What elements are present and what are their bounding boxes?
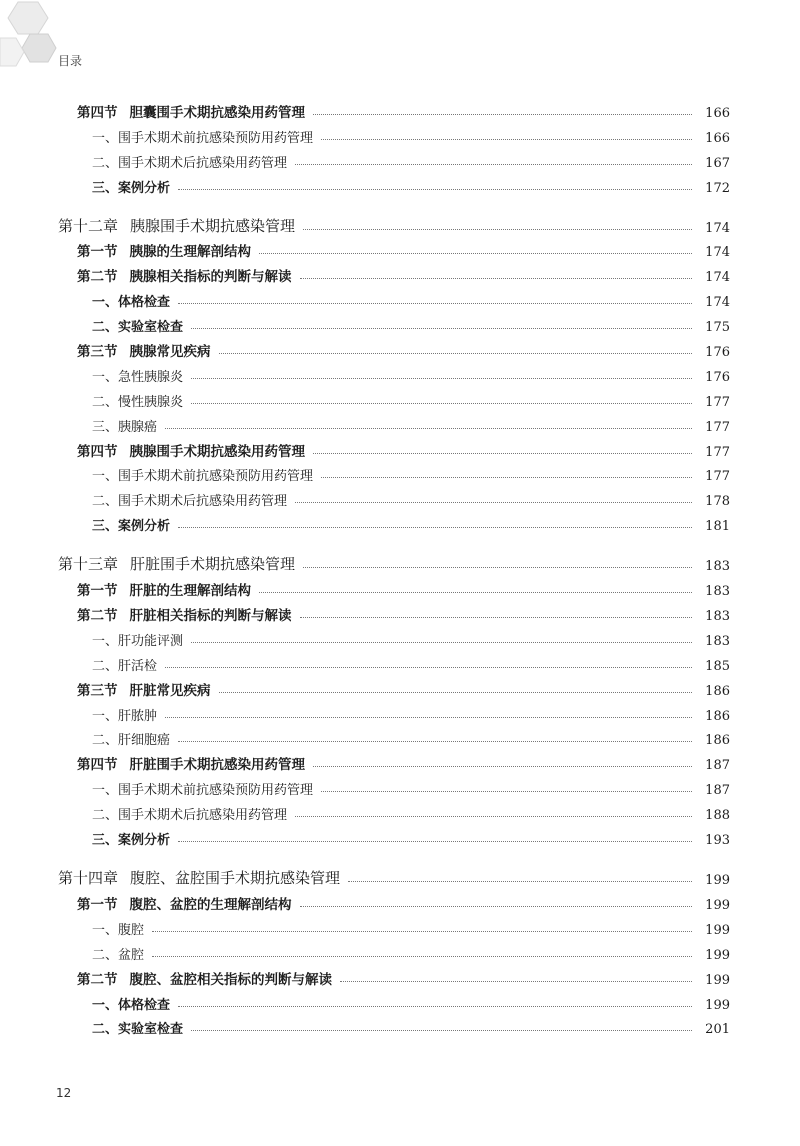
toc-item-row[interactable] <box>0 1013 800 1038</box>
toc-item-row[interactable] <box>0 509 800 534</box>
toc-entry-number: 第二节 <box>77 971 118 988</box>
toc-entry-number: 第一节 <box>77 896 118 913</box>
toc-entry-text: 胰腺的生理解剖结构 <box>129 244 251 261</box>
dot-leader <box>178 1006 692 1007</box>
toc-entry-title <box>92 177 170 196</box>
toc-entry-text: 一、围手术期术前抗感染预防用药管理 <box>92 469 314 485</box>
toc-entry-text: 三、案例分析 <box>92 519 171 535</box>
toc-item-row[interactable] <box>0 624 800 649</box>
toc-page-number: 183 <box>705 633 730 649</box>
toc-item-row[interactable] <box>0 724 800 749</box>
toc-entry-text: 二、围手术期术后抗感染用药管理 <box>92 494 288 510</box>
toc-section-row[interactable] <box>0 599 800 624</box>
dot-leader <box>313 453 692 454</box>
toc-page-number: 199 <box>705 922 730 938</box>
toc-entry-text: 一、腹腔 <box>92 922 145 938</box>
toc-section-row[interactable] <box>0 674 800 699</box>
toc-entry-title <box>77 604 292 624</box>
toc-page-number: 186 <box>705 733 730 749</box>
toc-page-number: 167 <box>705 155 730 171</box>
dot-leader <box>300 278 693 279</box>
toc-item-row[interactable] <box>0 285 800 310</box>
dot-leader <box>191 1030 692 1031</box>
toc-entry-title <box>77 679 211 699</box>
toc-item-row[interactable] <box>0 385 800 410</box>
dot-leader <box>295 164 692 165</box>
toc-entry-text: 一、体格检查 <box>92 997 171 1013</box>
toc-page-number: 188 <box>705 808 730 824</box>
toc-entry-text: 一、肝功能评测 <box>92 633 184 649</box>
toc-page-number: 187 <box>705 758 730 774</box>
toc-entry-title <box>77 579 251 599</box>
toc-entry-title <box>77 265 292 285</box>
toc-page-number: 178 <box>705 494 730 510</box>
toc-entry-text: 二、围手术期术后抗感染用药管理 <box>92 155 288 171</box>
toc-entry-number: 第一节 <box>77 244 118 261</box>
toc-item-row[interactable] <box>0 649 800 674</box>
toc-entry-title <box>92 705 157 724</box>
toc-page-number: 175 <box>705 320 730 336</box>
toc-item-row[interactable] <box>0 171 800 196</box>
toc-entry-title <box>77 240 251 260</box>
toc-section-row[interactable] <box>0 748 800 773</box>
toc-entry-title <box>92 291 170 310</box>
toc-entry-text: 胰腺相关指标的判断与解读 <box>129 269 292 286</box>
toc-entry-text: 一、围手术期术前抗感染预防用药管理 <box>92 130 314 146</box>
toc-entry-text: 腹腔、盆腔相关指标的判断与解读 <box>129 971 332 988</box>
page-number: 12 <box>56 1086 72 1100</box>
toc-entry-number: 第十二章 <box>58 216 119 235</box>
dot-leader <box>178 189 692 190</box>
dot-leader <box>191 378 692 379</box>
dot-leader <box>321 791 692 792</box>
page-header-label: 目录 <box>58 54 83 68</box>
dot-leader <box>340 981 692 982</box>
toc-section-row[interactable] <box>0 96 800 121</box>
toc-page-number: 185 <box>705 658 730 674</box>
toc-item-row[interactable] <box>0 146 800 171</box>
toc-page-number: 186 <box>705 683 730 699</box>
dot-leader <box>165 717 692 718</box>
toc-entry-title <box>92 515 170 534</box>
toc-chapter-row[interactable] <box>0 206 800 236</box>
toc-page-number: 174 <box>705 270 730 286</box>
toc-page-number: 177 <box>705 444 730 460</box>
toc-entry-text: 肝脏的生理解剖结构 <box>129 583 251 600</box>
toc-entry-title <box>77 340 211 360</box>
toc-entry-number: 第十四章 <box>58 869 119 888</box>
toc-entry-title <box>92 1018 183 1037</box>
toc-entry-number: 第十三章 <box>58 555 119 574</box>
toc-entry-title <box>92 465 313 484</box>
toc-entry-title <box>58 215 295 236</box>
toc-section-row[interactable] <box>0 888 800 913</box>
toc-entry-number: 第三节 <box>77 682 118 699</box>
toc-entry-title <box>92 127 313 146</box>
toc-entry-title <box>92 994 170 1013</box>
toc-page-number: 199 <box>705 972 730 988</box>
toc-entry-title <box>92 416 157 435</box>
toc-entry-text: 肝脏常见疾病 <box>129 682 211 699</box>
toc-entry-title <box>92 630 183 649</box>
toc-entry-title <box>58 553 295 574</box>
toc-entry-text: 三、案例分析 <box>92 833 171 849</box>
dot-leader <box>300 906 693 907</box>
toc-entry-text: 二、肝活检 <box>92 658 158 674</box>
dot-leader <box>219 692 693 693</box>
toc-entry-text: 胰腺围手术期抗感染用药管理 <box>129 443 305 460</box>
toc-page-number: 166 <box>705 130 730 146</box>
toc-entry-title <box>92 779 313 798</box>
toc-item-row[interactable] <box>0 360 800 385</box>
dot-leader <box>303 567 692 568</box>
toc-entry-title <box>92 655 157 674</box>
toc-entry-text: 一、体格检查 <box>92 295 171 311</box>
toc-entry-number: 第二节 <box>77 608 118 625</box>
toc-item-row[interactable] <box>0 699 800 724</box>
dot-leader <box>152 956 692 957</box>
toc-page-number: 172 <box>705 180 730 196</box>
toc-entry-title <box>77 893 292 913</box>
toc-page-number: 183 <box>705 559 730 575</box>
dot-leader <box>295 502 692 503</box>
toc-entry-title <box>92 152 287 171</box>
toc-item-row[interactable] <box>0 410 800 435</box>
toc-entry-text: 二、慢性胰腺炎 <box>92 394 184 410</box>
toc-section-row[interactable] <box>0 335 800 360</box>
toc-item-row[interactable] <box>0 121 800 146</box>
toc-page-number: 174 <box>705 295 730 311</box>
dot-leader <box>321 477 692 478</box>
toc-page-number: 174 <box>705 220 730 236</box>
toc-page-number: 193 <box>705 833 730 849</box>
toc-entry-text: 二、实验室检查 <box>92 1022 184 1038</box>
dot-leader <box>300 617 693 618</box>
dot-leader <box>295 816 692 817</box>
toc-entry-text: 一、急性胰腺炎 <box>92 369 184 385</box>
toc-page-number: 166 <box>705 105 730 121</box>
toc-page-number: 199 <box>705 947 730 963</box>
toc-entry-title <box>92 490 287 509</box>
toc-page-number: 176 <box>705 345 730 361</box>
dot-leader <box>152 931 692 932</box>
toc-entry-text: 二、盆腔 <box>92 947 145 963</box>
dot-leader <box>321 139 692 140</box>
toc-section-row[interactable] <box>0 574 800 599</box>
dot-leader <box>348 881 692 882</box>
toc-section-row[interactable] <box>0 260 800 285</box>
toc-entry-text: 三、案例分析 <box>92 180 171 196</box>
table-of-contents <box>0 96 800 1037</box>
toc-entry-number: 第二节 <box>77 269 118 286</box>
toc-page-number: 174 <box>705 245 730 261</box>
dot-leader <box>165 428 692 429</box>
dot-leader <box>165 667 692 668</box>
toc-page-number: 186 <box>705 708 730 724</box>
toc-item-row[interactable] <box>0 913 800 938</box>
toc-entry-title <box>77 968 332 988</box>
toc-entry-title <box>92 919 144 938</box>
toc-entry-title <box>92 944 144 963</box>
toc-section-row[interactable] <box>0 435 800 460</box>
toc-entry-title <box>92 316 183 335</box>
toc-page-number: 183 <box>705 609 730 625</box>
toc-page-number: 199 <box>705 897 730 913</box>
toc-entry-text: 肝脏围手术期抗感染用药管理 <box>129 757 305 774</box>
toc-entry-title <box>92 829 170 848</box>
dot-leader <box>178 741 692 742</box>
dot-leader <box>259 253 692 254</box>
dot-leader <box>259 592 692 593</box>
toc-item-row[interactable] <box>0 823 800 848</box>
toc-item-row[interactable] <box>0 310 800 335</box>
toc-entry-number: 第三节 <box>77 344 118 361</box>
toc-item-row[interactable] <box>0 988 800 1013</box>
toc-entry-title <box>92 391 183 410</box>
toc-entry-title <box>92 366 183 385</box>
toc-entry-title <box>58 867 340 888</box>
toc-entry-text: 三、胰腺癌 <box>92 419 158 435</box>
toc-page-number: 201 <box>705 1022 730 1038</box>
toc-entry-text: 二、肝细胞癌 <box>92 733 171 749</box>
dot-leader <box>191 642 692 643</box>
toc-section-row[interactable] <box>0 963 800 988</box>
toc-entry-text: 腹腔、盆腔的生理解剖结构 <box>129 896 292 913</box>
toc-entry-title <box>77 753 305 773</box>
toc-page-number: 176 <box>705 369 730 385</box>
toc-entry-text: 肝脏相关指标的判断与解读 <box>129 608 292 625</box>
toc-entry-text: 肝脏围手术期抗感染管理 <box>130 555 296 574</box>
toc-page-number: 177 <box>705 469 730 485</box>
toc-entry-title <box>92 729 170 748</box>
dot-leader <box>313 766 692 767</box>
toc-section-row[interactable] <box>0 236 800 261</box>
toc-page-number: 187 <box>705 783 730 799</box>
toc-entry-text: 腹腔、盆腔围手术期抗感染管理 <box>130 869 341 888</box>
dot-leader <box>191 328 692 329</box>
toc-chapter-row[interactable] <box>0 544 800 574</box>
hexagon-decoration-icon <box>0 0 60 80</box>
toc-item-row[interactable] <box>0 938 800 963</box>
toc-entry-title <box>92 804 287 823</box>
toc-page-number: 199 <box>705 997 730 1013</box>
toc-entry-title <box>77 101 305 121</box>
dot-leader <box>178 527 692 528</box>
toc-entry-number: 第一节 <box>77 583 118 600</box>
toc-entry-text: 胰腺围手术期抗感染管理 <box>130 216 296 235</box>
toc-page-number: 199 <box>705 873 730 889</box>
toc-entry-text: 二、围手术期术后抗感染用药管理 <box>92 808 288 824</box>
toc-page-number: 177 <box>705 419 730 435</box>
toc-entry-text: 胆囊围手术期抗感染用药管理 <box>129 104 305 121</box>
toc-page-number: 177 <box>705 394 730 410</box>
dot-leader <box>178 841 692 842</box>
toc-entry-number: 第四节 <box>77 104 118 121</box>
toc-item-row[interactable] <box>0 484 800 509</box>
dot-leader <box>191 403 692 404</box>
toc-item-row[interactable] <box>0 798 800 823</box>
toc-page-number: 181 <box>705 519 730 535</box>
toc-entry-text: 一、肝脓肿 <box>92 708 158 724</box>
toc-item-row[interactable] <box>0 460 800 485</box>
toc-entry-text: 一、围手术期术前抗感染预防用药管理 <box>92 783 314 799</box>
dot-leader <box>178 303 692 304</box>
toc-item-row[interactable] <box>0 773 800 798</box>
toc-page-number: 183 <box>705 584 730 600</box>
toc-entry-text: 胰腺常见疾病 <box>129 344 211 361</box>
toc-entry-number: 第四节 <box>77 443 118 460</box>
dot-leader <box>303 229 692 230</box>
toc-entry-number: 第四节 <box>77 757 118 774</box>
dot-leader <box>219 353 693 354</box>
dot-leader <box>313 114 692 115</box>
toc-chapter-row[interactable] <box>0 858 800 888</box>
toc-entry-text: 二、实验室检查 <box>92 320 184 336</box>
toc-entry-title <box>77 440 305 460</box>
